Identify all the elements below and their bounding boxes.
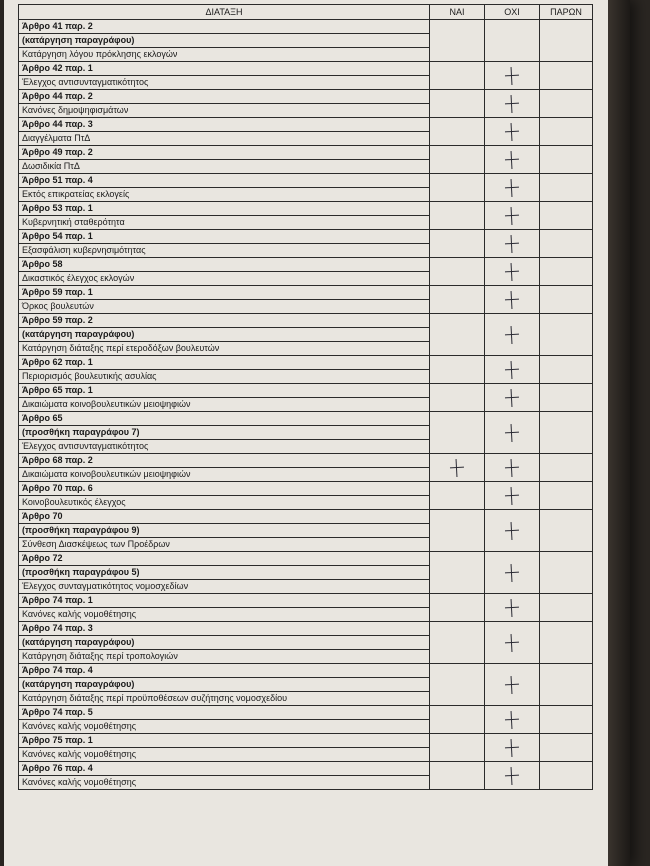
provision-description: Κανόνες δημοψηφισμάτων xyxy=(19,103,429,117)
handwritten-cross-mark xyxy=(504,94,521,113)
yes-vote-cell[interactable] xyxy=(430,552,485,594)
present-vote-cell[interactable] xyxy=(540,174,593,202)
provision-row xyxy=(19,202,593,230)
provision-row xyxy=(19,412,593,454)
yes-vote-cell[interactable] xyxy=(430,62,485,90)
article-ref: Άρθρο 68 παρ. 2 xyxy=(22,455,93,465)
article-ref: Άρθρο 59 παρ. 2 xyxy=(22,315,93,325)
provision-cell xyxy=(19,230,430,258)
present-vote-cell[interactable] xyxy=(540,706,593,734)
provision-description: Δικαστικός έλεγχος εκλογών xyxy=(19,271,429,285)
provision-row xyxy=(19,384,593,412)
yes-vote-cell[interactable] xyxy=(430,510,485,552)
article-ref: Άρθρο 42 παρ. 1 xyxy=(22,63,93,73)
article-ref: Άρθρο 74 παρ. 4 xyxy=(22,665,93,675)
present-vote-cell[interactable] xyxy=(540,20,593,62)
no-vote-cell[interactable] xyxy=(485,706,540,734)
provision-cell xyxy=(19,454,430,482)
handwritten-cross-mark xyxy=(449,458,466,477)
amendment-note: (προσθήκη παραγράφου 7) xyxy=(19,425,429,439)
yes-vote-cell[interactable] xyxy=(430,622,485,664)
provision-row xyxy=(19,454,593,482)
amendment-note: (προσθήκη παραγράφου 9) xyxy=(19,523,429,537)
present-vote-cell[interactable] xyxy=(540,762,593,790)
handwritten-cross-mark xyxy=(504,290,521,309)
no-vote-cell[interactable] xyxy=(485,384,540,412)
provision-description: Κατάργηση διάταξης περί ετεροδόξων βουλευτών xyxy=(19,341,429,355)
no-vote-cell[interactable] xyxy=(485,412,540,454)
present-vote-cell[interactable] xyxy=(540,258,593,286)
yes-header: ΝΑΙ xyxy=(430,5,485,20)
amendment-note: (κατάργηση παραγράφου) xyxy=(19,677,429,691)
article-ref: Άρθρο 76 παρ. 4 xyxy=(22,763,93,773)
yes-vote-cell[interactable] xyxy=(430,118,485,146)
article-ref: Άρθρο 74 παρ. 5 xyxy=(22,707,93,717)
article-ref: Άρθρο 65 παρ. 1 xyxy=(22,385,93,395)
provision-row xyxy=(19,90,593,118)
provision-description: Όρκος βουλευτών xyxy=(19,299,429,313)
present-vote-cell[interactable] xyxy=(540,622,593,664)
provision-description: Κοινοβουλευτικός έλεγχος xyxy=(19,495,429,509)
provision-row xyxy=(19,706,593,734)
yes-vote-cell[interactable] xyxy=(430,482,485,510)
amendment-note: (προσθήκη παραγράφου 5) xyxy=(19,565,429,579)
handwritten-cross-mark xyxy=(504,388,521,407)
present-vote-cell[interactable] xyxy=(540,286,593,314)
no-vote-cell[interactable] xyxy=(485,258,540,286)
no-vote-cell[interactable] xyxy=(485,62,540,90)
present-vote-cell[interactable] xyxy=(540,482,593,510)
provision-row xyxy=(19,230,593,258)
no-vote-cell[interactable] xyxy=(485,664,540,706)
provision-description: Σύνθεση Διασκέψεως των Προέδρων xyxy=(19,537,429,551)
article-ref: Άρθρο 59 παρ. 1 xyxy=(22,287,93,297)
provision-row xyxy=(19,62,593,90)
provision-cell xyxy=(19,734,430,762)
article-ref: Άρθρο 70 παρ. 6 xyxy=(22,483,93,493)
handwritten-cross-mark xyxy=(504,563,521,582)
yes-vote-cell[interactable] xyxy=(430,230,485,258)
handwritten-cross-mark xyxy=(504,66,521,85)
provision-cell xyxy=(19,622,430,664)
provision-row xyxy=(19,510,593,552)
present-header: ΠΑΡΩΝ xyxy=(540,5,593,20)
handwritten-cross-mark xyxy=(504,360,521,379)
ballot-page xyxy=(4,0,630,866)
yes-vote-cell[interactable] xyxy=(430,146,485,174)
provision-cell xyxy=(19,762,430,790)
article-ref: Άρθρο 44 παρ. 3 xyxy=(22,119,93,129)
provision-row xyxy=(19,20,593,62)
article-ref: Άρθρο 41 παρ. 2 xyxy=(22,21,93,31)
no-vote-cell[interactable] xyxy=(485,202,540,230)
no-vote-cell[interactable] xyxy=(485,622,540,664)
present-vote-cell[interactable] xyxy=(540,552,593,594)
provision-header: ΔΙΑΤΑΞΗ xyxy=(19,5,430,20)
no-vote-cell[interactable] xyxy=(485,174,540,202)
provision-cell xyxy=(19,118,430,146)
yes-vote-cell[interactable] xyxy=(430,706,485,734)
present-vote-cell[interactable] xyxy=(540,230,593,258)
provision-row xyxy=(19,314,593,356)
yes-vote-cell[interactable] xyxy=(430,762,485,790)
provision-cell xyxy=(19,314,430,356)
provision-description: Έλεγχος αντισυνταγματικότητος xyxy=(19,75,429,89)
present-vote-cell[interactable] xyxy=(540,734,593,762)
provision-cell xyxy=(19,174,430,202)
no-vote-cell[interactable] xyxy=(485,286,540,314)
provision-cell xyxy=(19,552,430,594)
handwritten-cross-mark xyxy=(504,325,521,344)
present-vote-cell[interactable] xyxy=(540,146,593,174)
handwritten-cross-mark xyxy=(504,234,521,253)
amendment-note: (κατάργηση παραγράφου) xyxy=(19,33,429,47)
no-header: ΟΧΙ xyxy=(485,5,540,20)
provision-cell xyxy=(19,482,430,510)
handwritten-cross-mark xyxy=(504,598,521,617)
article-ref: Άρθρο 51 παρ. 4 xyxy=(22,175,93,185)
provision-cell xyxy=(19,202,430,230)
no-vote-cell[interactable] xyxy=(485,510,540,552)
handwritten-cross-mark xyxy=(504,633,521,652)
provision-description: Δικαιώματα κοινοβουλευτικών μειοψηφιών xyxy=(19,397,429,411)
yes-vote-cell[interactable] xyxy=(430,356,485,384)
yes-vote-cell[interactable] xyxy=(430,734,485,762)
provision-description: Δικαιώματα κοινοβουλευτικών μειοψηφιών xyxy=(19,467,429,481)
no-vote-cell[interactable] xyxy=(485,118,540,146)
handwritten-cross-mark xyxy=(504,486,521,505)
yes-vote-cell[interactable] xyxy=(430,258,485,286)
provision-row xyxy=(19,664,593,706)
handwritten-cross-mark xyxy=(504,766,521,785)
yes-vote-cell[interactable] xyxy=(430,174,485,202)
no-vote-cell[interactable] xyxy=(485,482,540,510)
article-ref: Άρθρο 62 παρ. 1 xyxy=(22,357,93,367)
provision-row xyxy=(19,174,593,202)
amendment-note: (κατάργηση παραγράφου) xyxy=(19,327,429,341)
provision-cell xyxy=(19,62,430,90)
yes-vote-cell[interactable] xyxy=(430,314,485,356)
provision-cell xyxy=(19,286,430,314)
handwritten-cross-mark xyxy=(504,178,521,197)
provision-description: Έλεγχος συνταγματικότητος νομοσχεδίων xyxy=(19,579,429,593)
no-vote-cell[interactable] xyxy=(485,762,540,790)
handwritten-cross-mark xyxy=(504,458,521,477)
present-vote-cell[interactable] xyxy=(540,314,593,356)
provision-row xyxy=(19,594,593,622)
provision-cell xyxy=(19,258,430,286)
provision-cell xyxy=(19,356,430,384)
provision-cell xyxy=(19,510,430,552)
provision-description: Κανόνες καλής νομοθέτησης xyxy=(19,719,429,733)
binder-edge xyxy=(608,0,630,866)
no-vote-cell[interactable] xyxy=(485,734,540,762)
provision-description: Κανόνες καλής νομοθέτησης xyxy=(19,775,429,789)
provision-cell xyxy=(19,20,430,62)
article-ref: Άρθρο 58 xyxy=(22,259,63,269)
present-vote-cell[interactable] xyxy=(540,664,593,706)
yes-vote-cell[interactable] xyxy=(430,594,485,622)
provision-row xyxy=(19,356,593,384)
present-vote-cell[interactable] xyxy=(540,202,593,230)
provision-cell xyxy=(19,412,430,454)
handwritten-cross-mark xyxy=(504,738,521,757)
provision-description: Διαγγέλματα ΠτΔ xyxy=(19,131,429,145)
provision-description: Κατάργηση διάταξης περί τροπολογιών xyxy=(19,649,429,663)
article-ref: Άρθρο 53 παρ. 1 xyxy=(22,203,93,213)
present-vote-cell[interactable] xyxy=(540,412,593,454)
provision-description: Κανόνες καλής νομοθέτησης xyxy=(19,747,429,761)
article-ref: Άρθρο 72 xyxy=(22,553,63,563)
article-ref: Άρθρο 74 παρ. 3 xyxy=(22,623,93,633)
provision-description: Εξασφάλιση κυβερνησιμότητας xyxy=(19,243,429,257)
ballot-table xyxy=(18,4,593,790)
yes-vote-cell[interactable] xyxy=(430,384,485,412)
provision-cell xyxy=(19,594,430,622)
present-vote-cell[interactable] xyxy=(540,454,593,482)
present-vote-cell[interactable] xyxy=(540,62,593,90)
provision-row xyxy=(19,734,593,762)
yes-vote-cell[interactable] xyxy=(430,286,485,314)
article-ref: Άρθρο 75 παρ. 1 xyxy=(22,735,93,745)
provision-description: Κατάργηση διάταξης περί προϋποθέσεων συζήτησης νομοσχεδίου xyxy=(19,691,429,705)
provision-description: Κυβερνητική σταθερότητα xyxy=(19,215,429,229)
provision-description: Έλεγχος αντισυνταγματικότητος xyxy=(19,439,429,453)
no-vote-cell[interactable] xyxy=(485,454,540,482)
ballot-body xyxy=(19,20,593,790)
yes-vote-cell[interactable] xyxy=(430,20,485,62)
provision-cell xyxy=(19,384,430,412)
provision-description: Περιορισμός βουλευτικής ασυλίας xyxy=(19,369,429,383)
no-vote-cell[interactable] xyxy=(485,146,540,174)
article-ref: Άρθρο 44 παρ. 2 xyxy=(22,91,93,101)
no-vote-cell[interactable] xyxy=(485,552,540,594)
present-vote-cell[interactable] xyxy=(540,118,593,146)
provision-description: Δωσιδικία ΠτΔ xyxy=(19,159,429,173)
provision-cell xyxy=(19,664,430,706)
no-vote-cell[interactable] xyxy=(485,90,540,118)
handwritten-cross-mark xyxy=(504,262,521,281)
present-vote-cell[interactable] xyxy=(540,594,593,622)
present-vote-cell[interactable] xyxy=(540,384,593,412)
handwritten-cross-mark xyxy=(504,206,521,225)
yes-vote-cell[interactable] xyxy=(430,412,485,454)
handwritten-cross-mark xyxy=(504,423,521,442)
handwritten-cross-mark xyxy=(504,675,521,694)
article-ref: Άρθρο 70 xyxy=(22,511,63,521)
provision-row xyxy=(19,552,593,594)
provision-cell xyxy=(19,146,430,174)
yes-vote-cell[interactable] xyxy=(430,454,485,482)
article-ref: Άρθρο 74 παρ. 1 xyxy=(22,595,93,605)
no-vote-cell[interactable] xyxy=(485,20,540,62)
no-vote-cell[interactable] xyxy=(485,230,540,258)
present-vote-cell[interactable] xyxy=(540,510,593,552)
provision-description: Εκτός επικρατείας εκλογείς xyxy=(19,187,429,201)
yes-vote-cell[interactable] xyxy=(430,664,485,706)
handwritten-cross-mark xyxy=(504,122,521,141)
article-ref: Άρθρο 54 παρ. 1 xyxy=(22,231,93,241)
provision-row xyxy=(19,146,593,174)
article-ref: Άρθρο 49 παρ. 2 xyxy=(22,147,93,157)
yes-vote-cell[interactable] xyxy=(430,90,485,118)
handwritten-cross-mark xyxy=(504,150,521,169)
present-vote-cell[interactable] xyxy=(540,90,593,118)
provision-description: Κανόνες καλής νομοθέτησης xyxy=(19,607,429,621)
handwritten-cross-mark xyxy=(504,521,521,540)
present-vote-cell[interactable] xyxy=(540,356,593,384)
provision-row xyxy=(19,258,593,286)
no-vote-cell[interactable] xyxy=(485,356,540,384)
no-vote-cell[interactable] xyxy=(485,594,540,622)
provision-row xyxy=(19,118,593,146)
header-row xyxy=(19,5,593,20)
provision-row xyxy=(19,482,593,510)
provision-cell xyxy=(19,90,430,118)
provision-row xyxy=(19,622,593,664)
handwritten-cross-mark xyxy=(504,710,521,729)
no-vote-cell[interactable] xyxy=(485,314,540,356)
provision-description: Κατάργηση λόγου πρόκλησης εκλογών xyxy=(19,47,429,61)
provision-row xyxy=(19,762,593,790)
provision-cell xyxy=(19,706,430,734)
yes-vote-cell[interactable] xyxy=(430,202,485,230)
article-ref: Άρθρο 65 xyxy=(22,413,63,423)
provision-row xyxy=(19,286,593,314)
amendment-note: (κατάργηση παραγράφου) xyxy=(19,635,429,649)
